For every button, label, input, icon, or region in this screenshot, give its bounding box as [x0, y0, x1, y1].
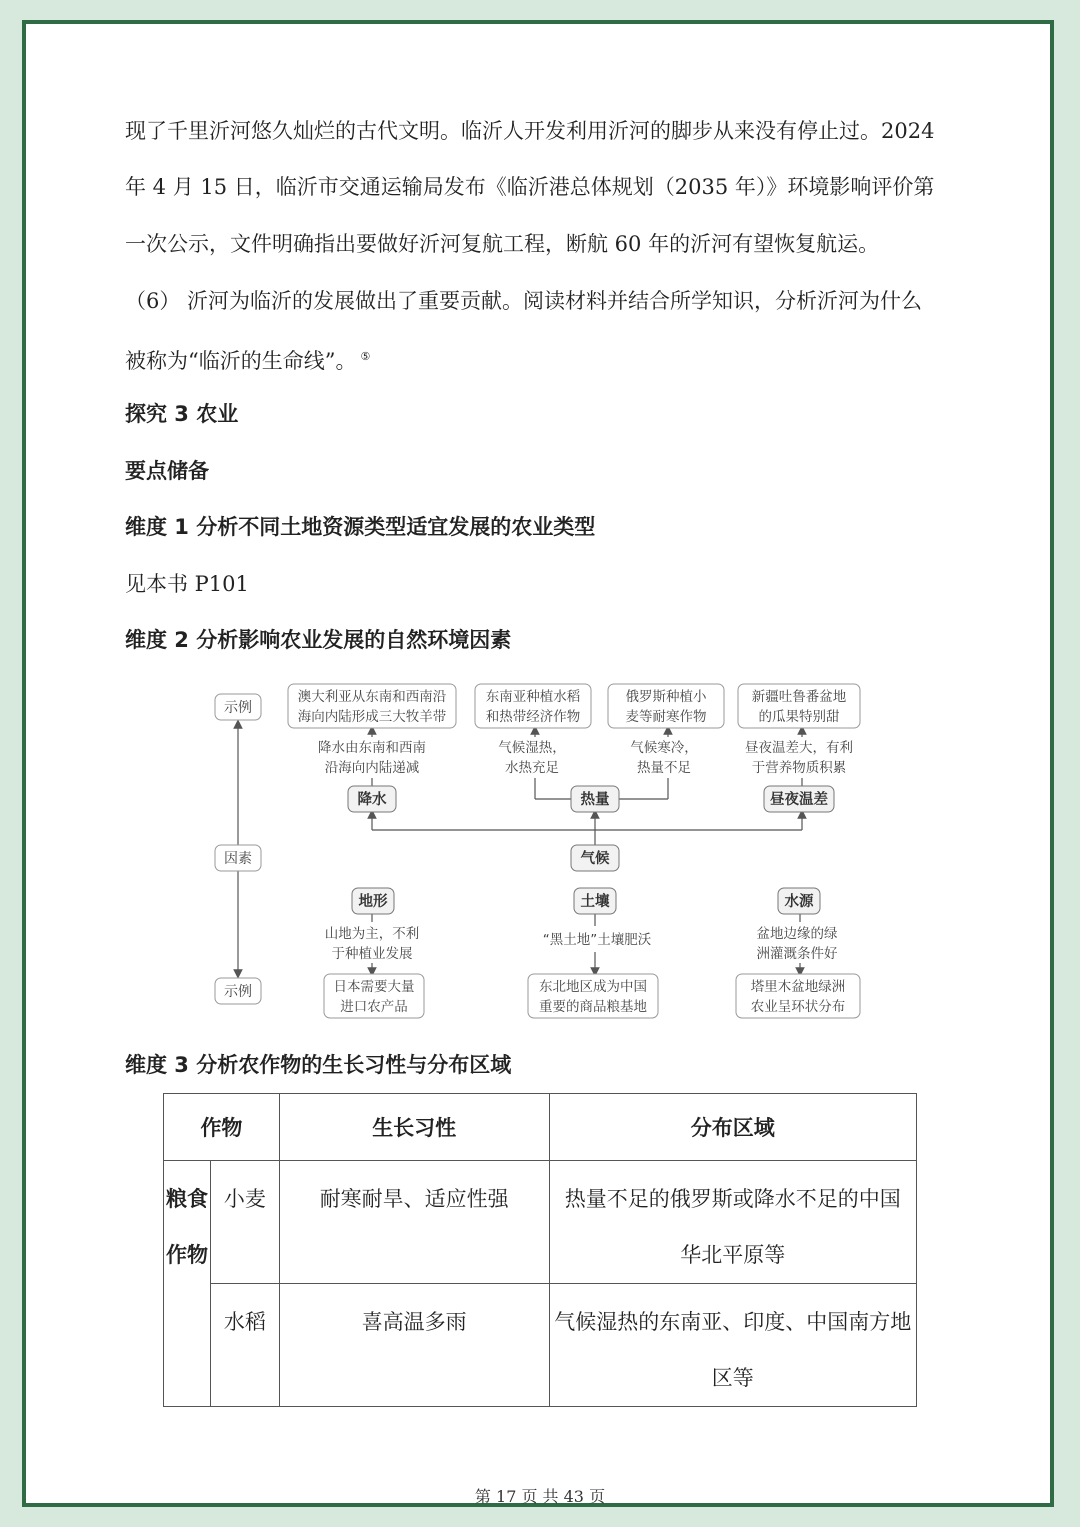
node-terrain	[352, 888, 394, 914]
svg-text:降水: 降水	[357, 792, 387, 808]
question-line: （6） 沂河为临沂的发展做出了重要贡献。阅读材料并结合所学知识，分析沂河为什么	[125, 289, 923, 313]
paragraph-line: 一次公示，文件明确指出要做好沂河复航工程，断航 60 年的沂河有望恢复航运。	[125, 232, 880, 256]
reason-water: 洲灌溉条件好	[756, 946, 838, 962]
header-crop: 作物	[164, 1094, 280, 1161]
reason-heat-a: 气候湿热，	[498, 740, 566, 756]
reason-heat-a: 水热充足	[505, 760, 559, 776]
heading-dim1: 维度 1 分析不同土地资源类型适宜发展的农业类型	[125, 515, 596, 539]
heading-key-points: 要点储备	[125, 459, 209, 483]
example-box-terrain	[324, 974, 424, 1018]
side-label-text: 示例	[224, 700, 252, 716]
reason-precip: 沿海向内陆递减	[324, 760, 420, 776]
crop-cell: 小麦	[210, 1161, 279, 1284]
svg-text:和热带经济作物: 和热带经济作物	[485, 709, 581, 725]
group-line: 粮食	[165, 1187, 208, 1211]
table-row	[164, 1284, 917, 1407]
reason-soil: “黑土地”土壤肥沃	[542, 932, 652, 948]
node-soil	[574, 888, 616, 914]
table-header-row	[164, 1094, 917, 1161]
header-region: 分布区域	[549, 1094, 917, 1161]
svg-text:塔里木盆地绿洲: 塔里木盆地绿洲	[750, 979, 846, 995]
group-line: 作物	[165, 1243, 208, 1267]
crop-cell: 水稻	[210, 1284, 279, 1407]
svg-text:农业呈环状分布: 农业呈环状分布	[750, 999, 846, 1015]
question-text: 被称为“临沂的生命线”。	[125, 349, 357, 373]
node-water	[778, 888, 820, 914]
svg-text:海向内陆形成三大牧羊带: 海向内陆形成三大牧羊带	[297, 709, 447, 725]
habit-cell: 喜高温多雨	[279, 1284, 549, 1407]
svg-text:东南亚种植水稻: 东南亚种植水稻	[485, 689, 581, 705]
side-label-text: 因素	[224, 851, 252, 867]
side-label-example-bottom	[215, 978, 261, 1004]
side-label-example-top	[215, 694, 261, 720]
reason-terrain: 山地为主，不利	[324, 926, 420, 942]
region-cell: 热量不足的俄罗斯或降水不足的中国 华北平原等	[549, 1161, 917, 1284]
svg-text:重要的商品粮基地: 重要的商品粮基地	[539, 999, 647, 1015]
svg-text:的瓜果特别甜: 的瓜果特别甜	[758, 709, 840, 725]
svg-text:新疆吐鲁番盆地: 新疆吐鲁番盆地	[751, 689, 847, 705]
node-heat	[571, 786, 619, 812]
svg-text:热量: 热量	[580, 792, 610, 808]
page-footer: 第 17 页 共 43 页	[474, 1487, 606, 1506]
svg-text:澳大利亚从东南和西南沿: 澳大利亚从东南和西南沿	[297, 689, 447, 705]
side-label-text: 示例	[224, 984, 252, 1000]
example-box-precip	[288, 684, 456, 728]
question-line	[125, 344, 370, 374]
example-box-heat-b	[608, 684, 724, 728]
footnote-mark: ⑤	[360, 350, 371, 363]
reason-water: 盆地边缘的绿	[756, 926, 838, 942]
side-label-factor	[215, 845, 261, 871]
region-cell: 气候湿热的东南亚、印度、中国南方地 区等	[549, 1284, 917, 1407]
heading-explore3: 探究 3 农业	[125, 402, 239, 426]
example-box-diurnal	[738, 684, 860, 728]
node-climate	[571, 845, 619, 871]
header-habit: 生长习性	[279, 1094, 549, 1161]
node-diurnal	[764, 786, 834, 812]
svg-text:水源: 水源	[784, 894, 814, 910]
crop-table	[163, 1093, 917, 1407]
svg-text:俄罗斯种植小: 俄罗斯种植小	[625, 689, 707, 705]
reason-heat-b: 气候寒冷，	[630, 740, 698, 756]
reason-heat-b: 热量不足	[637, 760, 691, 776]
reason-precip: 降水由东南和西南	[318, 740, 426, 756]
svg-text:麦等耐寒作物: 麦等耐寒作物	[625, 709, 707, 725]
svg-text:日本需要大量: 日本需要大量	[333, 979, 415, 995]
node-precip	[348, 786, 396, 812]
example-box-heat-a	[475, 684, 591, 728]
agri-factor-diagram	[0, 675, 1080, 1025]
paragraph-line: 年 4 月 15 日，临沂市交通运输局发布《临沂港总体规划（2035 年）》环境影响评价第	[125, 175, 935, 199]
paragraph-line: 现了千里沂河悠久灿烂的古代文明。临沂人开发利用沂河的脚步从来没有停止过。2024	[125, 119, 935, 143]
reason-terrain: 于种植业发展	[331, 946, 413, 962]
group-cell	[164, 1161, 211, 1407]
heading-dim3: 维度 3 分析农作物的生长习性与分布区域	[125, 1053, 512, 1077]
see-book-ref: 见本书 P101	[125, 572, 249, 596]
reason-diurnal: 昼夜温差大，有利	[745, 740, 853, 756]
example-box-water	[736, 974, 860, 1018]
heading-dim2: 维度 2 分析影响农业发展的自然环境因素	[125, 628, 512, 652]
reason-diurnal: 于营养物质积累	[751, 760, 847, 776]
svg-text:进口农产品: 进口农产品	[340, 999, 408, 1015]
habit-cell: 耐寒耐旱、适应性强	[279, 1161, 549, 1284]
example-box-soil	[528, 974, 658, 1018]
table-row	[164, 1161, 917, 1284]
svg-text:气候: 气候	[580, 851, 610, 867]
svg-text:东北地区成为中国: 东北地区成为中国	[539, 979, 647, 995]
svg-text:土壤: 土壤	[580, 894, 610, 910]
svg-text:昼夜温差: 昼夜温差	[770, 792, 828, 808]
svg-text:地形: 地形	[358, 894, 388, 910]
